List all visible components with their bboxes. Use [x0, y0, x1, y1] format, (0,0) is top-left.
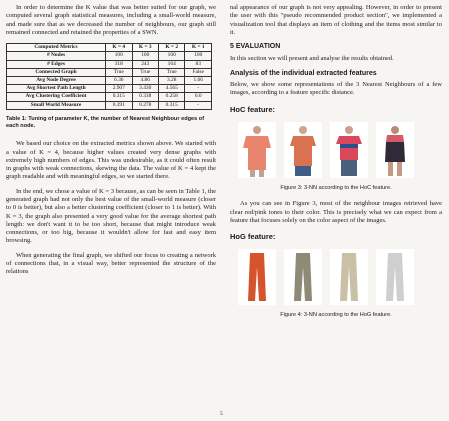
table-header: K = 4 — [106, 44, 132, 52]
table-cell: True — [132, 68, 158, 76]
table-cell: 2.907 — [106, 85, 132, 93]
table-header: K = 1 — [185, 44, 212, 52]
table-row — [7, 52, 212, 60]
hoc-neighbour-image-2 — [330, 122, 368, 178]
hog-image-row — [238, 245, 442, 305]
table-cell: Avg Clustering Coefficient — [7, 93, 106, 101]
table-header: K = 3 — [132, 44, 158, 52]
table-row — [7, 60, 212, 68]
table-cell: 100 — [106, 52, 132, 60]
top-paragraph: nal appearance of our graph is not very appealing. However, in order to present the user with this "pseudo recommended product section", we implemented a visualization tool that displays an item of clothing and the items most similar to it. — [230, 4, 442, 36]
table-header: Computed Metrics — [7, 44, 106, 52]
table-cell: 0.315 — [106, 93, 132, 101]
table-cell: 0.338 — [132, 93, 158, 101]
table-cell: 83 — [185, 60, 212, 68]
right-column — [230, 4, 442, 328]
table-cell: Connected Graph — [7, 68, 106, 76]
table-cell: 0.391 — [106, 101, 132, 109]
hoc-neighbour-image-1 — [284, 122, 322, 178]
table-cell: True — [158, 68, 184, 76]
hoc-query-image — [238, 122, 276, 178]
table-cell: False — [185, 68, 212, 76]
metrics-table — [6, 43, 212, 110]
table-cell: - — [185, 85, 212, 93]
table-cell: 3.28 — [158, 77, 184, 85]
table-cell: 243 — [132, 60, 158, 68]
end-paragraph: In the end, we chose a value of K = 3 because, as can be seen in Table 1, the generated graph had not only the best value of the small-world measure (closer to 0 is better), but also a better clustering coefficient (closer to 1 is better). With K = 3, the graph also presented a very good value for the average shortest path length: we don't want it to be too short, because that might introduce weak connections, or too big, because it wouldn't allow for fast and easy item browsing. — [6, 187, 216, 245]
left-column — [6, 4, 216, 283]
table-cell: True — [106, 68, 132, 76]
table-cell: 100 — [185, 52, 212, 60]
hog-neighbour-image-3 — [376, 249, 414, 305]
page-number: 5 — [220, 411, 223, 417]
subsection-title: Analysis of the individual extracted features — [230, 69, 377, 77]
table-header-row — [7, 44, 212, 52]
table-cell: # Edges — [7, 60, 106, 68]
hog-query-image — [238, 249, 276, 305]
hog-neighbour-image-1 — [284, 249, 322, 305]
table-row — [7, 68, 212, 76]
hoc-paragraph: As you can see in Figure 3, most of the neighbour images retrieved have clear red/pink tones to their color. This is precisely what we can expect from a feature that focuses solely on the color aspect of the images. — [230, 200, 442, 224]
table-cell: - — [185, 101, 212, 109]
table-cell: 0.258 — [158, 93, 184, 101]
hoc-title: HoC feature: — [230, 104, 276, 114]
table-cell: 100 — [158, 52, 184, 60]
table-cell: 318 — [106, 60, 132, 68]
section-paragraph: In this section we will present and analyse the results obtained. — [230, 55, 394, 63]
hog-neighbour-image-2 — [330, 249, 368, 305]
hog-title: HoG feature: — [230, 232, 276, 242]
hog-figure-caption: Figure 4: 3-NN according to the HoG feature. — [280, 312, 392, 319]
table-row — [7, 101, 212, 109]
hoc-figure-caption: Figure 3: 3-NN according to the HoC feature. — [280, 184, 392, 191]
section-title: 5 EVALUATION — [230, 43, 281, 51]
table-cell: # Nodes — [7, 52, 106, 60]
hoc-image-row — [238, 118, 442, 178]
table-cell: Avg Node Degree — [7, 77, 106, 85]
table-cell: 164 — [158, 60, 184, 68]
final-paragraph: When generating the final graph, we shifted our focus to creating a network of connections that, in a visual way, better represented the structure of the relations — [6, 251, 216, 276]
table-row — [7, 85, 212, 93]
table-cell: 100 — [132, 52, 158, 60]
table-cell: 6.36 — [106, 77, 132, 85]
table-cell: 4.86 — [132, 77, 158, 85]
table-cell: 1.66 — [185, 77, 212, 85]
table-caption: Table 1: Tuning of parameter K, the number of Nearest Neighbour edges of each node. — [6, 115, 205, 130]
table-cell: 0.0 — [185, 93, 212, 101]
table-header: K = 2 — [158, 44, 184, 52]
choice-paragraph: We based our choice on the extracted metrics shown above. We started with a value of K = 4, because higher values created very dense graphs with extremely high numbers of edges. This was undesirable, as it could often result in graphs with weak connections, skewing the data. The value of K = 4 kept the graph readable and with meaningful edges, so we started there. — [6, 140, 216, 181]
table-row — [7, 93, 212, 101]
table-cell: 4.565 — [158, 85, 184, 93]
intro-paragraph: In order to determine the K value that was better suited for our graph, we computed several graph statistical measures, including a small-world measure, and made sure that as we decreased the number of neighbours, our graph still remained connected and retained the properties of a SWN. — [6, 4, 216, 36]
table-cell: 3.430 — [132, 85, 158, 93]
hoc-neighbour-image-3 — [376, 122, 414, 178]
table-row — [7, 77, 212, 85]
table-cell: Small World Measure — [7, 101, 106, 109]
table-cell: 0.278 — [132, 101, 158, 109]
table-cell: Avg Shortest Path Length — [7, 85, 106, 93]
subsection-paragraph: Below, we show some representations of the 3 Nearest Neighbours of a few images, according to a feature specific distance. — [230, 81, 442, 97]
table-cell: 0.315 — [158, 101, 184, 109]
